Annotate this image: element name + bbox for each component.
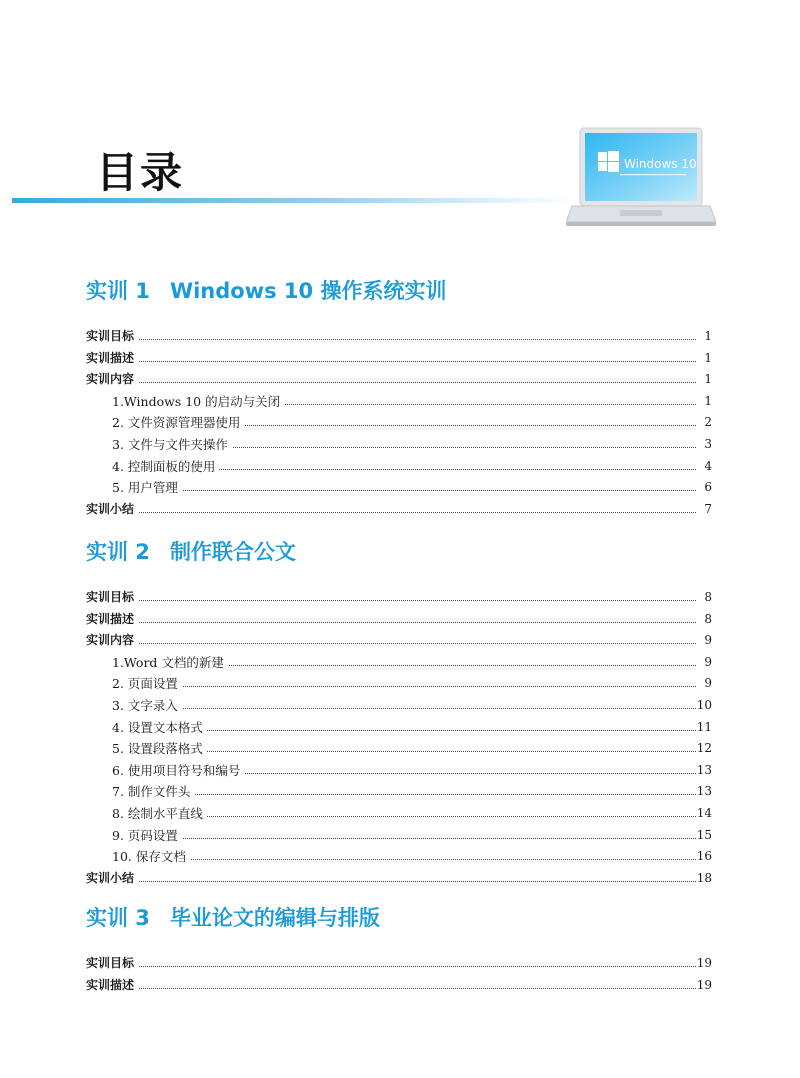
toc-entry-label: 10. 保存文档	[112, 846, 190, 867]
dot-leader	[160, 686, 696, 687]
toc-entry[interactable]	[0, 953, 800, 974]
chapter-number: 实训 1	[86, 279, 150, 303]
toc-entry[interactable]	[0, 499, 800, 520]
toc-entry-label: 5. 用户管理	[112, 477, 182, 498]
toc-entry-label: 2. 文件资源管理器使用	[112, 412, 244, 433]
toc-entry-label: 3. 文字录入	[112, 695, 182, 716]
toc-entry[interactable]	[0, 717, 800, 738]
toc-page-number: 1	[704, 329, 712, 343]
toc-page-number: 12	[696, 741, 712, 756]
toc-page-number: 9	[704, 633, 712, 648]
toc-page-number: 4	[704, 458, 712, 473]
toc-entry[interactable]	[0, 975, 800, 996]
toc-entry[interactable]	[0, 369, 800, 390]
toc-page-number: 1	[704, 350, 712, 365]
toc-entry[interactable]	[0, 348, 800, 369]
dot-leader	[160, 708, 696, 709]
toc-entry[interactable]	[0, 695, 800, 716]
toc-page-number: 19	[696, 977, 712, 992]
toc-entry[interactable]	[0, 630, 800, 651]
toc-page-number: 7	[704, 501, 712, 516]
toc-entry[interactable]	[0, 825, 800, 846]
toc-entry-label: 实训内容	[86, 369, 138, 390]
toc-entry[interactable]	[0, 326, 800, 347]
toc-entry[interactable]	[0, 609, 800, 630]
toc-page-number: 11	[696, 719, 712, 734]
toc-entry[interactable]	[0, 803, 800, 824]
dot-leader	[90, 988, 696, 989]
chapter-title: Windows 10 操作系统实训	[169, 279, 447, 303]
toc-page-number: 14	[696, 806, 712, 820]
toc-page-number: 18	[696, 870, 712, 885]
dot-leader	[90, 361, 696, 362]
dot-leader	[90, 512, 696, 513]
toc-entry-label: 4. 控制面板的使用	[112, 456, 219, 477]
toc-entry-label: 实训目标	[86, 326, 138, 347]
toc-page-number: 2	[704, 415, 712, 430]
dot-leader	[90, 622, 696, 623]
toc-entry[interactable]	[0, 412, 800, 433]
toc-page-number: 13	[696, 784, 712, 799]
dot-leader	[90, 339, 696, 340]
toc-page-number: 10	[696, 698, 712, 712]
dot-leader	[90, 643, 696, 644]
dot-leader	[90, 966, 696, 967]
dot-leader	[160, 447, 696, 448]
toc-entry-label: 实训小结	[86, 868, 138, 889]
toc-entry[interactable]	[0, 477, 800, 498]
dot-leader	[160, 838, 696, 839]
toc-page-number: 16	[696, 849, 712, 864]
toc-entry-label: 8. 绘制水平直线	[112, 803, 207, 824]
dot-leader	[160, 665, 696, 666]
toc-page-number: 3	[704, 437, 712, 451]
toc-page-number: 9	[704, 676, 712, 691]
toc-entry-label: 3. 文件与文件夹操作	[112, 434, 232, 455]
toc-entry[interactable]	[0, 868, 800, 889]
toc-entry[interactable]	[0, 673, 800, 694]
toc-entry-label: 5. 设置段落格式	[112, 738, 207, 759]
toc-entry[interactable]	[0, 738, 800, 759]
toc-entry[interactable]	[0, 760, 800, 781]
dot-leader	[90, 881, 696, 882]
toc-entry-label: 7. 制作文件头	[112, 781, 194, 802]
toc-entry[interactable]	[0, 434, 800, 455]
dot-leader	[160, 469, 696, 470]
toc-entry-label: 2. 页面设置	[112, 673, 182, 694]
toc-page-number: 9	[704, 654, 712, 669]
toc-entry-label: 6. 使用项目符号和编号	[112, 760, 244, 781]
toc-entry-label: 9. 页码设置	[112, 825, 182, 846]
toc-entry[interactable]	[0, 456, 800, 477]
toc-entry-label: 实训小结	[86, 499, 138, 520]
dot-leader	[160, 490, 696, 491]
toc-entry-label: 4. 设置文本格式	[112, 717, 207, 738]
chapter-number: 实训 2	[86, 540, 150, 564]
chapter-heading	[86, 536, 296, 566]
toc-entry[interactable]	[0, 652, 800, 673]
dot-leader	[160, 794, 696, 795]
toc-page-number: 19	[696, 956, 712, 970]
laptop-screen-text: Windows 10	[624, 157, 697, 171]
toc-entry[interactable]	[0, 391, 800, 412]
toc-page-number: 1	[704, 372, 712, 387]
toc-page-number: 8	[704, 611, 712, 626]
toc-entry-label: 1.Word 文档的新建	[112, 652, 228, 673]
chapter-title: 毕业论文的编辑与排版	[169, 906, 380, 930]
toc-entry-label: 实训描述	[86, 609, 138, 630]
laptop-illustration	[566, 126, 716, 232]
dot-leader	[160, 859, 696, 860]
toc-page-number: 15	[696, 827, 712, 842]
chapter-title: 制作联合公文	[169, 540, 296, 564]
chapter-heading	[86, 902, 380, 932]
chapter-number: 实训 3	[86, 906, 150, 930]
toc-entry-label: 实训目标	[86, 953, 138, 974]
dot-leader	[90, 382, 696, 383]
toc-entry-label: 实训描述	[86, 975, 138, 996]
toc-entry[interactable]	[0, 846, 800, 867]
toc-page-number: 13	[696, 762, 712, 777]
page-title: 目录	[96, 148, 185, 197]
toc-entry-label: 实训内容	[86, 630, 138, 651]
toc-entry-label: 实训目标	[86, 587, 138, 608]
title-rule	[12, 198, 572, 203]
dot-leader	[90, 600, 696, 601]
toc-entry[interactable]	[0, 587, 800, 608]
dot-leader	[160, 816, 696, 817]
toc-entry-label: 实训描述	[86, 348, 138, 369]
toc-page-number: 8	[704, 590, 712, 604]
toc-page-number: 6	[704, 480, 712, 495]
chapter-heading	[86, 275, 446, 305]
dot-leader	[160, 730, 696, 731]
toc-page-number: 1	[704, 393, 712, 408]
toc-entry[interactable]	[0, 781, 800, 802]
dot-leader	[160, 751, 696, 752]
toc-entry-label: 1.Windows 10 的启动与关闭	[112, 391, 284, 412]
